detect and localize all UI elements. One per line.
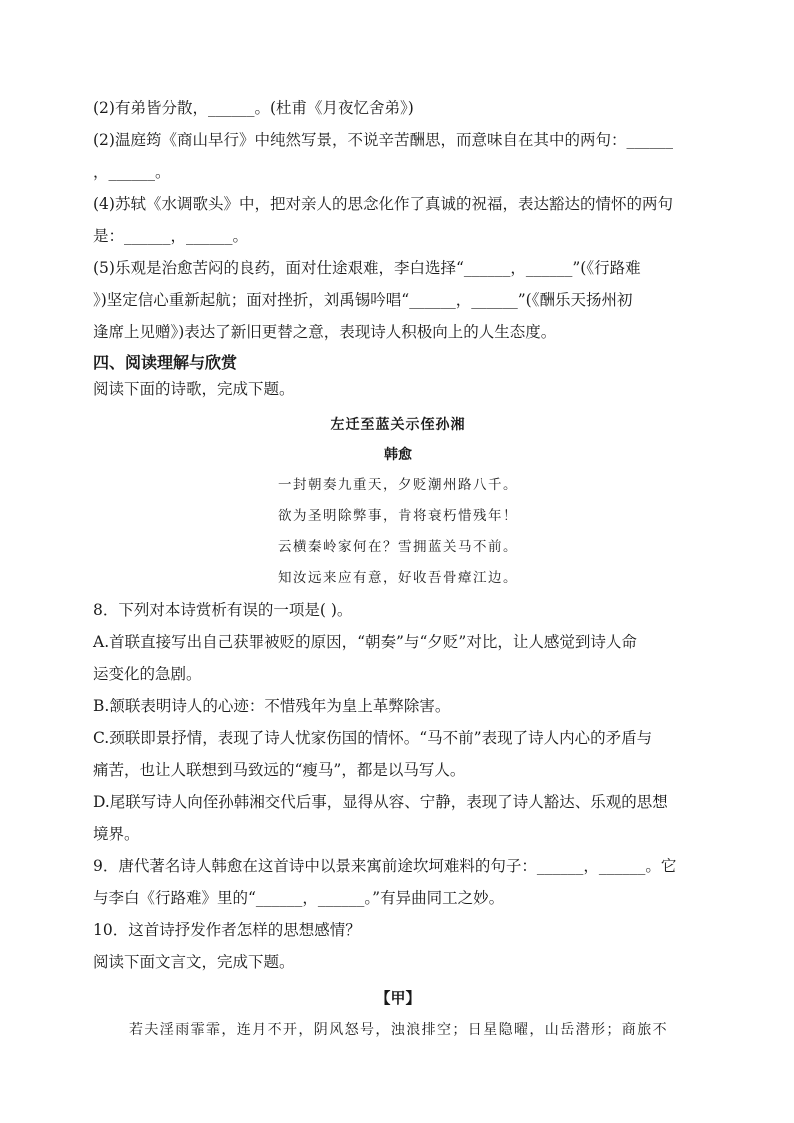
fill-in-line: (2)有弟皆分散，______。(杜甫《月夜忆舍弟》) [93,99,414,117]
passage-line: 若夫淫雨霏霏，连月不开，阴风怒号，浊浪排空；日星隐曜，山岳潜形；商旅不 [129,1022,668,1038]
fill-in-line: 逢席上见赠》)表达了新旧更替之意，表现诗人积极向上的人生态度。 [93,323,557,341]
poem-line: 一封朝奏九重天，夕贬潮州路八千。 [278,477,518,493]
poem-title: 左迁至蓝关示侄孙湘 [330,417,466,433]
question-option: A.首联直接写出自己获罪被贬的原因，“朝奏”与“夕贬”对比，让人感觉到诗人命 [93,633,637,651]
question-line: 10．这首诗抒发作者怎样的思想感情？ [93,921,361,939]
poem-author: 韩愈 [384,447,412,463]
section-title: 四、阅读理解与欣赏 [93,353,238,372]
fill-in-line: 》)坚定信心重新起航；面对挫折，刘禹锡吟唱“______，______”(《酬乐天扬州初 [93,291,633,309]
poem-block [93,410,703,594]
fill-in-line: 是：______，______。 [93,227,249,245]
question-option: D.尾联写诗人向侄孙韩湘交代后事，显得从容、宁静，表现了诗人豁达、乐观的思想 [93,793,668,811]
fill-in-line: (5)乐观是治愈苦闷的良药，面对仕途艰难，李白选择“______，______”(《行路难 [93,259,641,277]
question-option: B.颔联表明诗人的心迹：不惜残年为皇上革弊除害。 [93,697,451,715]
question-option: 境界。 [93,825,140,843]
document-page [93,92,703,1044]
passage-heading: 【甲】 [375,989,421,1007]
questions-block [93,594,703,978]
question-line: 8．下列对本诗赏析有误的一项是( )。 [93,601,353,619]
question-option: C.颈联即景抒情，表现了诗人忧家伤国的情怀。“马不前”表现了诗人内心的矛盾与 [93,729,653,747]
reading-instruction: 阅读下面文言文，完成下题。 [93,953,295,971]
poem-line: 欲为圣明除弊事，肯将衰朽惜残年！ [278,508,518,524]
fill-in-line: (2)温庭筠《商山早行》中纯然写景，不说辛苦酬思，而意味自在其中的两句：______ [93,131,673,149]
poem-line: 云横秦岭家何在？雪拥蓝关马不前。 [278,539,518,555]
question-option: 痛苦，也让人联想到马致远的“瘦马”，都是以马写人。 [93,761,466,779]
poem-line: 知汝远来应有意，好收吾骨瘴江边。 [278,570,518,586]
fill-in-line: ，______。 [93,163,171,181]
fill-in-line: (4)苏轼《水调歌头》中，把对亲人的思念化作了真诚的祝福，表达豁达的情怀的两句 [93,195,673,213]
passage-block [93,980,703,1044]
question-line: 与李白《行路难》里的“______，______。”有异曲同工之妙。 [93,889,505,907]
question-line: 9．唐代著名诗人韩愈在这首诗中以景来寓前途坎坷难料的句子：______，______。它 [93,857,677,875]
fill-in-block [93,92,703,348]
question-option: 运变化的急剧。 [93,665,202,683]
section-instruction: 阅读下面的诗歌，完成下题。 [93,380,295,398]
